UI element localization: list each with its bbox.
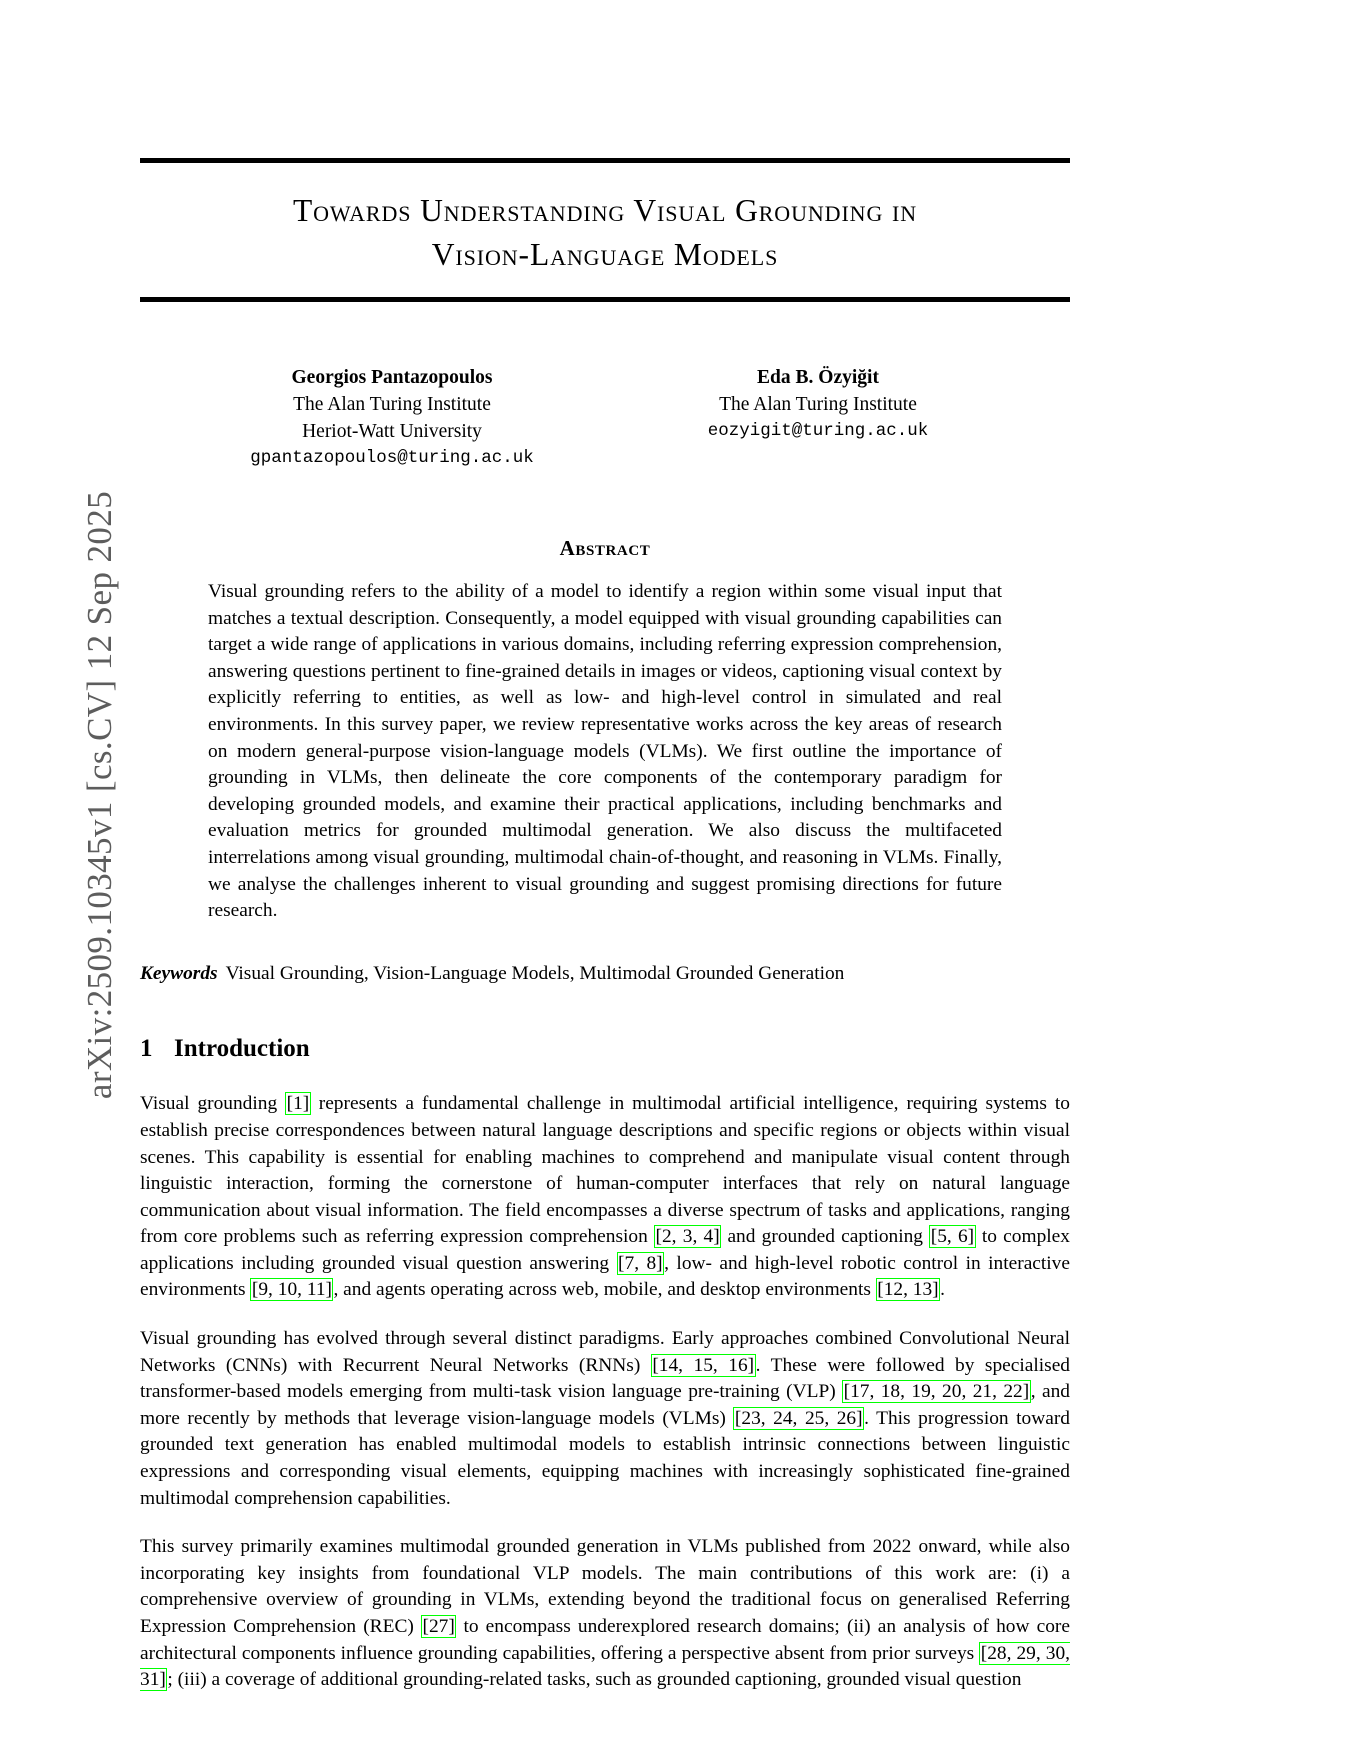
abstract-heading: Abstract	[559, 536, 651, 560]
author-entry	[608, 364, 1028, 445]
section-heading-introduction	[140, 1035, 1070, 1063]
abstract-text: Visual grounding refers to the ability of a model to identify a region within some visual input that matches a textual description. Consequently, a model equipped with visual grounding capabilities can target a wide range of applications in various domains, including referring expression comprehension, answering questions pertinent to fine-grained details in images or videos, captioning visual context by explicitly referring to entities, as well as low- and high-level control in simulated and real environments. In this survey paper, we review representative works across the key areas of research on modern general-purpose vision-language models (VLMs). We first outline the importance of grounding in VLMs, then delineate the core components of the contemporary paradigm for developing grounded models, and examine their practical applications, including benchmarks and evaluation metrics for grounded multimodal generation. We also discuss the multifaceted interrelations among visual grounding, multimodal chain-of-thought, and reasoning in VLMs. Finally, we analyse the challenges inherent to visual grounding and suggest promising directions for future research.	[208, 581, 1002, 922]
arxiv-stamp-text: arXiv:2509.10345v1 [cs.CV] 12 Sep 2025	[80, 490, 119, 1100]
citation-link[interactable]: [1]	[286, 1093, 310, 1115]
author-entry	[182, 364, 602, 472]
citation-link[interactable]: [14, 15, 16]	[652, 1354, 755, 1376]
author-email[interactable]: eozyigit@turing.ac.uk	[707, 421, 929, 441]
keywords-value: Visual Grounding, Vision-Language Models, Multimodal Grounded Generation	[225, 962, 845, 984]
author-affiliation: The Alan Turing Institute	[293, 394, 491, 415]
page-title	[140, 163, 1070, 297]
body-text	[140, 1091, 1070, 1693]
author-name: Georgios Pantazopoulos	[291, 367, 493, 388]
citation-link[interactable]: [12, 13]	[877, 1279, 939, 1301]
abstract-section	[208, 536, 1002, 925]
citation-link[interactable]: [17, 18, 19, 20, 21, 22]	[843, 1381, 1030, 1403]
author-affiliation: The Alan Turing Institute	[719, 394, 917, 415]
paper-page	[140, 0, 1070, 1760]
section-title: Introduction	[174, 1035, 310, 1063]
section-number: 1	[140, 1035, 153, 1063]
body-paragraph: Visual grounding has evolved through several distinct paradigms. Early approaches combined Convolutional Neural Networks (CNNs) with Recurrent Neural Networks (RNNs) [14, 15, 16]. These were followed by specialised transformer-based models emerging from multi-task vision language pre-training (VLP) [17, 18, 19, 20, 21, 22], and more recently by methods that leverage vision-language models (VLMs) [23, 24, 25, 26]. This progression toward grounded text generation has enabled multimodal models to establish intrinsic connections between linguistic expressions and corresponding visual elements, equipping machines with increasingly sophisticated fine-grained multimodal comprehension capabilities.	[140, 1328, 1070, 1509]
citation-link[interactable]: [9, 10, 11]	[251, 1279, 332, 1301]
author-name: Eda B. Özyiğit	[757, 367, 879, 388]
citation-link[interactable]: [27]	[422, 1616, 455, 1637]
body-paragraph: This survey primarily examines multimodal grounded generation in VLMs published from 2022 onward, while also incorporating key insights from foundational VLP models. The main contributions of this work are: (i) a comprehensive overview of grounding in VLMs, extending beyond the traditional focus on generalised Referring Expression Comprehension (REC) [27] to encompass underexplored research domains; (ii) an analysis of how core architectural components influence grounding capabilities, offering a perspective absent from prior surveys [28, 29, 30, 31]; (iii) a coverage of additional grounding-related tasks, such as grounded captioning, grounded visual question	[140, 1536, 1071, 1691]
author-affiliation-secondary: Heriot-Watt University	[302, 421, 482, 442]
title-rule-bottom	[140, 297, 1070, 302]
author-email[interactable]: gpantazopoulos@turing.ac.uk	[250, 448, 534, 468]
title-line-2: Vision-Language Models	[431, 237, 779, 272]
citation-link[interactable]: [7, 8]	[618, 1252, 663, 1274]
arxiv-stamp	[0, 0, 120, 1760]
citation-link[interactable]: [2, 3, 4]	[655, 1226, 720, 1248]
title-line-1: Towards Understanding Visual Grounding in	[292, 193, 918, 228]
keywords-label: Keywords	[140, 962, 218, 984]
citation-link[interactable]: [5, 6]	[930, 1226, 975, 1248]
citation-link[interactable]: [28, 29, 30, 31]	[140, 1642, 1071, 1691]
author-block	[140, 364, 1070, 472]
citation-link[interactable]: [23, 24, 25, 26]	[734, 1407, 863, 1429]
body-paragraph: Visual grounding [1] represents a fundamental challenge in multimodal artificial intelligence, requiring systems to establish precise correspondences between natural language descriptions and specific regions or objects within visual scenes. This capability is essential for enabling machines to comprehend and manipulate visual content through linguistic interaction, forming the cornerstone of human-computer interfaces that rely on natural language communication about visual information. The field encompasses a diverse spectrum of tasks and applications, ranging from core problems such as referring expression comprehension [2, 3, 4] and grounded captioning [5, 6] to complex applications including grounded visual question answering [7, 8], low- and high-level robotic control in interactive environments [9, 10, 11], and agents operating across web, mobile, and desktop environments [12, 13].	[140, 1093, 1070, 1301]
keywords-line	[140, 961, 1070, 988]
